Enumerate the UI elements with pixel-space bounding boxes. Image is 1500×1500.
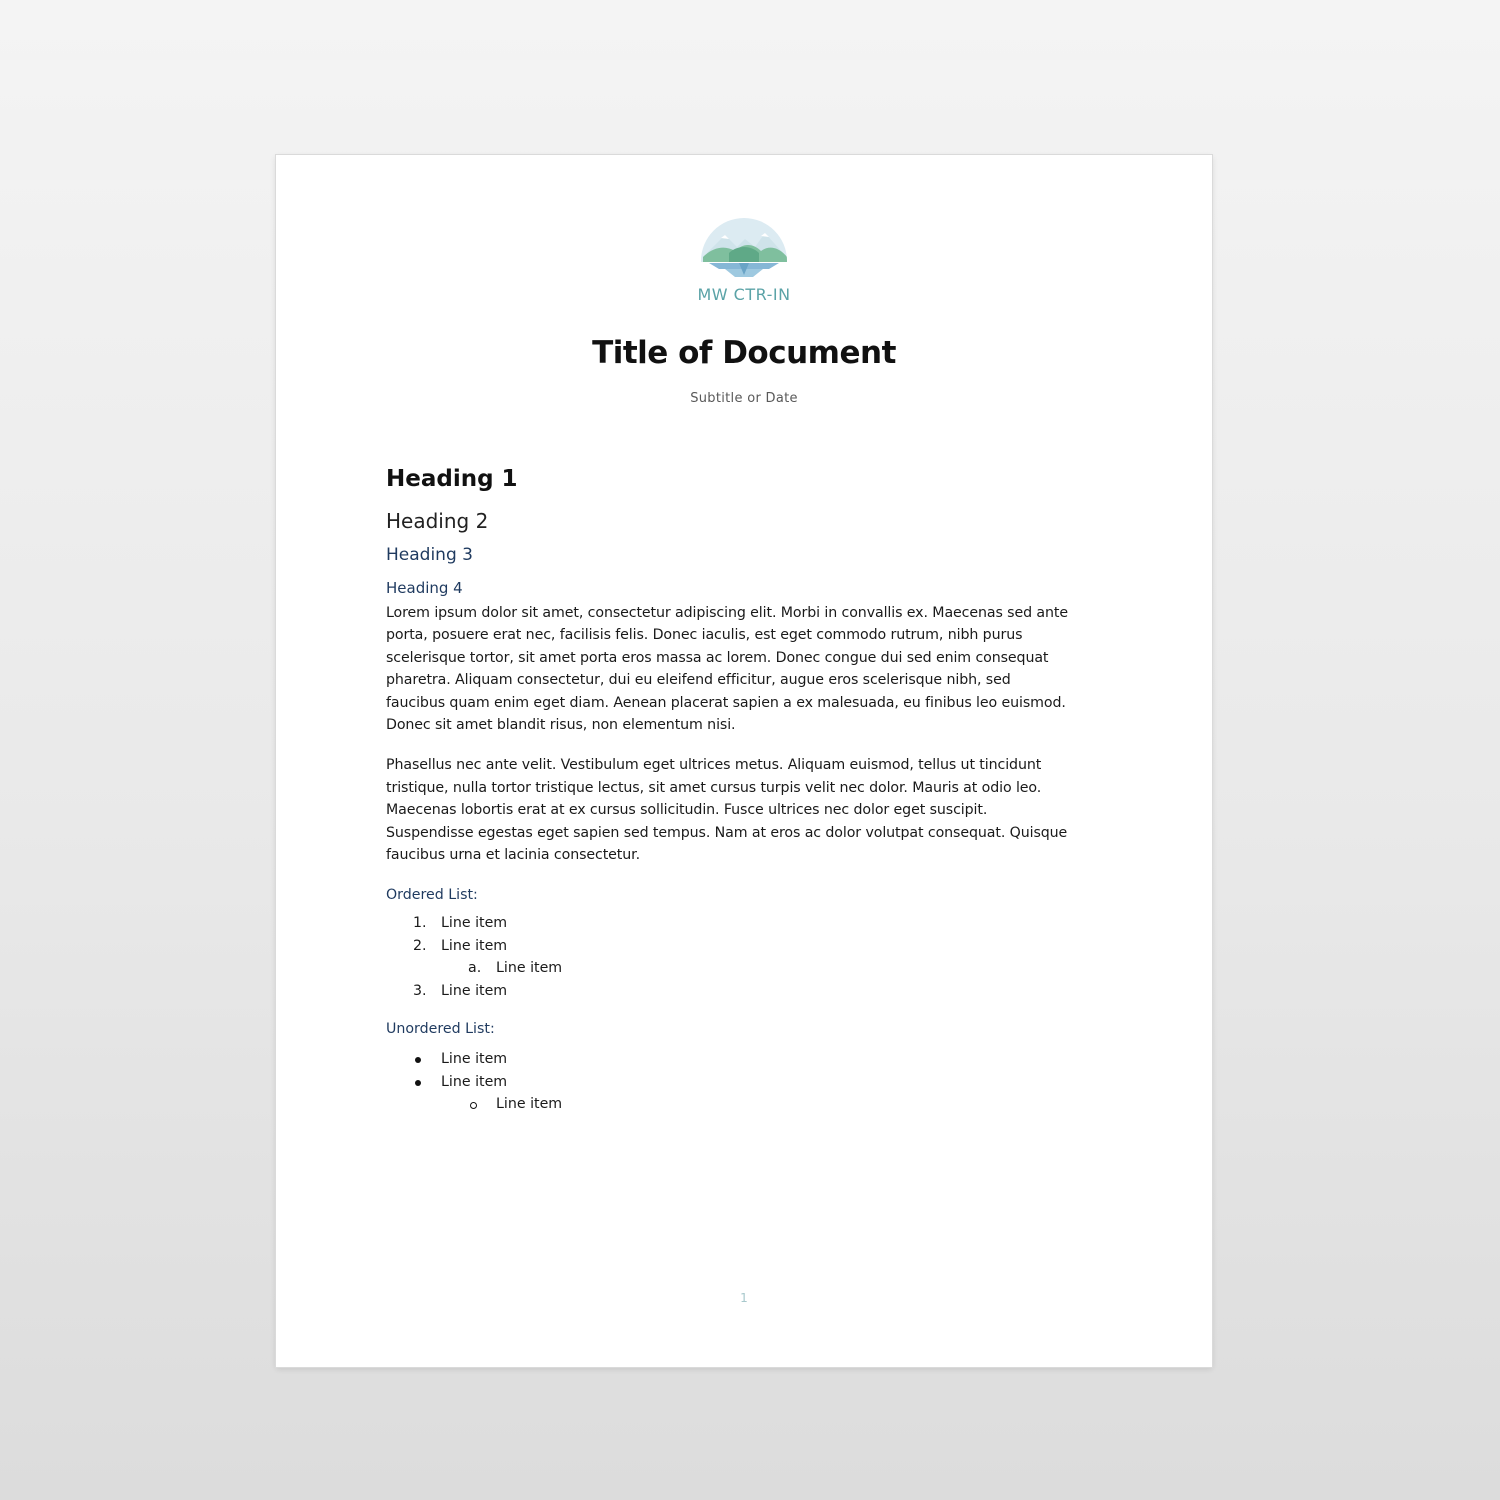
paragraph-line: faucibus quam enim eget diam. Aenean placerat sapien a ex malesuada, eu finibus leo euismod. [386,694,1066,711]
paragraph-line: scelerisque tortor, sit amet porta eros massa ac lorem. Donec congue dui sed enim consequat [386,649,1049,666]
list-item [386,957,1106,979]
unordered-list [386,1048,1106,1115]
document-body [386,460,1106,1131]
paragraph-line: Maecenas lobortis erat at ex cursus sollicitudin. Fusce ultrices nec dolor eget suscipit. [386,802,988,819]
paragraph-line: faucibus urna et lacinia consectetur. [386,847,640,864]
paragraph-2 [386,754,1106,866]
list-item-text: Line item [441,937,508,954]
paragraph-line: tristique, nulla tortor tristique lectus, sit amet cursus turpis velit nec dolor. Mauris at odio leo. [386,779,1042,796]
list-marker: a. [468,960,482,977]
paragraph-line: Phasellus nec ante velit. Vestibulum eget ultrices metus. Aliquam euismod, tellus ut tincidunt [386,757,1042,774]
list-item [386,935,1106,957]
paragraph-line: Lorem ipsum dolor sit amet, consectetur adipiscing elit. Morbi in convallis ex. Maecenas sed ante [386,605,1068,621]
bullet-icon [415,1080,421,1086]
list-marker: 3. [413,982,427,999]
heading-2: Heading 2 [386,509,489,533]
unordered-list-label: Unordered List: [386,1021,495,1038]
list-marker: 1. [413,915,427,932]
paragraph-line: porta, posuere erat nec, facilisis felis. Donec iaculis, est eget commodo rutrum, nibh purus [386,627,1023,644]
list-item [386,912,1106,934]
logo-text: MW CTR-IN [697,285,791,304]
list-item-text: Line item [441,982,508,999]
document-page [276,155,1212,1367]
page-number: 1 [740,1291,748,1305]
paragraph-line: Suspendisse egestas eget sapien sed tempus. Nam at eros ac dolor volutpat consequat. Quisque [386,824,1068,841]
list-item [386,980,1106,1002]
list-item-text: Line item [496,960,563,977]
heading-3: Heading 3 [386,545,473,565]
list-marker: 2. [413,937,427,954]
paragraph-line: Donec sit amet blandit risus, non elementum nisi. [386,717,736,734]
list-item-text: Line item [441,915,508,932]
mountain-lake-logo-icon [699,217,789,283]
heading-4: Heading 4 [386,579,463,597]
ordered-list [386,912,1106,1002]
list-item-text: Line item [441,1073,508,1090]
list-item-text: Line item [496,1095,563,1112]
list-item [386,1093,1106,1115]
document-subtitle: Subtitle or Date [690,391,798,406]
heading-1: Heading 1 [386,466,518,492]
list-item [386,1048,1106,1070]
hollow-bullet-icon [470,1102,477,1109]
document-title: Title of Document [592,335,896,371]
list-item [386,1071,1106,1093]
ordered-list-label: Ordered List: [386,887,478,904]
bullet-icon [415,1057,421,1063]
list-item-text: Line item [441,1051,508,1068]
paragraph-line: pharetra. Aliquam consectetur, dui eu eleifend efficitur, augue eros scelerisque nibh, sed [386,672,1011,689]
logo [276,217,1212,304]
paragraph-1 [386,602,1106,736]
